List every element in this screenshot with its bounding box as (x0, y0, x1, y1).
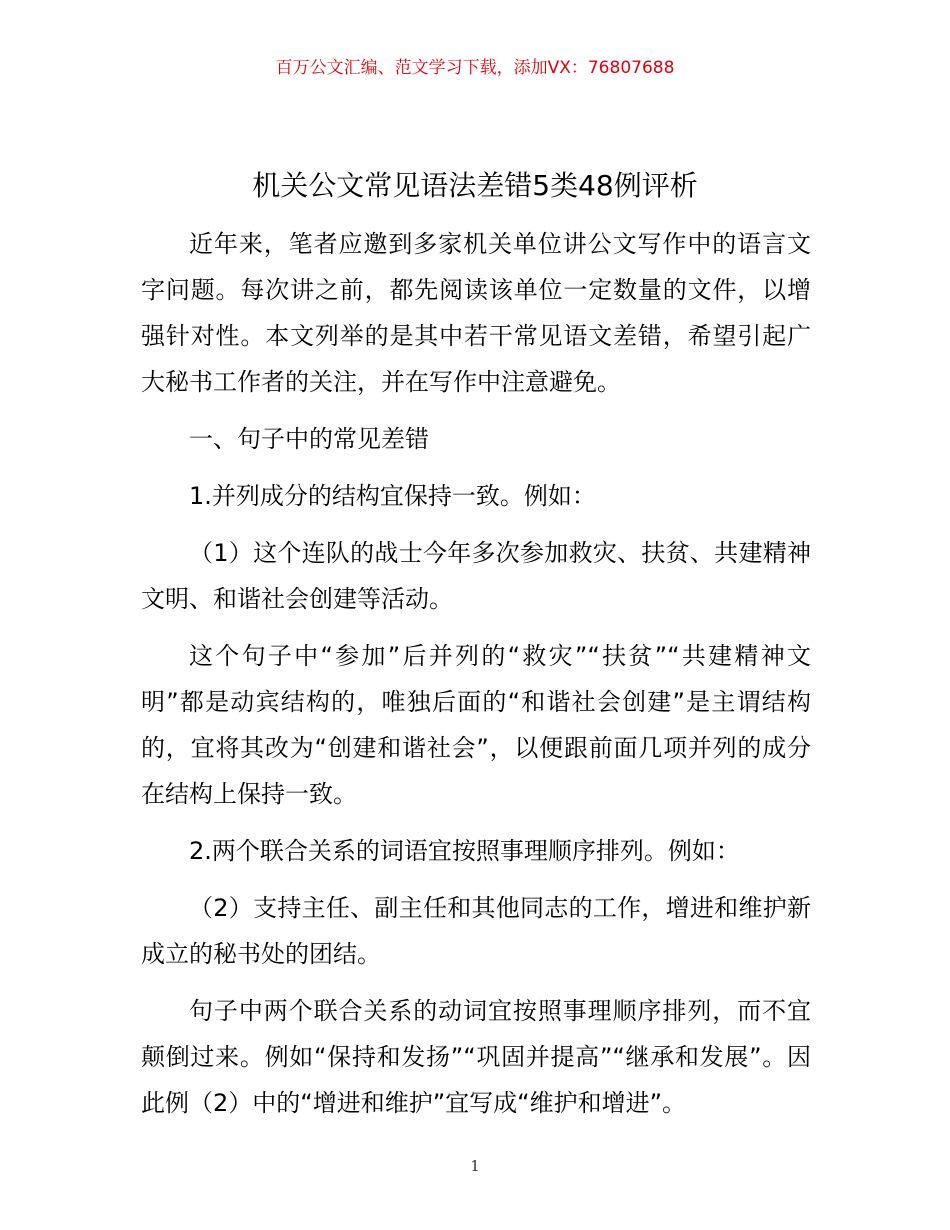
example-2: （2）支持主任、副主任和其他同志的工作，增进和维护新成立的秘书处的团结。 (141, 894, 811, 968)
document-title: 机关公文常见语法差错5类48例评析 (252, 169, 698, 202)
paragraph-intro: 近年来，笔者应邀到多家机关单位讲公文写作中的语言文字问题。每次讲之前，都先阅读该单位一定数量的文件，以增强针对性。本文列举的是其中若干常见语文差错，希望引起广大秘书工作者的关注，并在写作中注意避免。 (141, 230, 811, 396)
rule-heading-2: 2.两个联合关系的词语宜按照事理顺序排列。例如： (189, 837, 740, 865)
example-1: （1）这个连队的战士今年多次参加救灾、扶贫、共建精神文明、和谐社会创建等活动。 (141, 539, 811, 613)
rule-heading-1: 1.并列成分的结构宜保持一致。例如： (189, 482, 596, 510)
header-banner: 百万公文汇编、范文学习下载，添加VX：76807688 (275, 58, 675, 78)
document-body (141, 221, 811, 1137)
analysis-1: 这个句子中“参加”后并列的“救灾”“扶贫”“共建精神文明”都是动宾结构的，唯独后面的“和谐社会创建”是主谓结构的，宜将其改为“创建和谐社会”，以便跟前面几项并列的成分在结构上保持一致。 (141, 642, 811, 808)
page-number: 1 (470, 1157, 480, 1175)
section-heading: 一、句子中的常见差错 (189, 425, 429, 453)
analysis-2: 句子中两个联合关系的动词宜按照事理顺序排列，而不宜颠倒过来。例如“保持和发扬”“巩固并提高”“继承和发展”。因此例（2）中的“增进和维护”宜写成“维护和增进”。 (141, 997, 811, 1117)
